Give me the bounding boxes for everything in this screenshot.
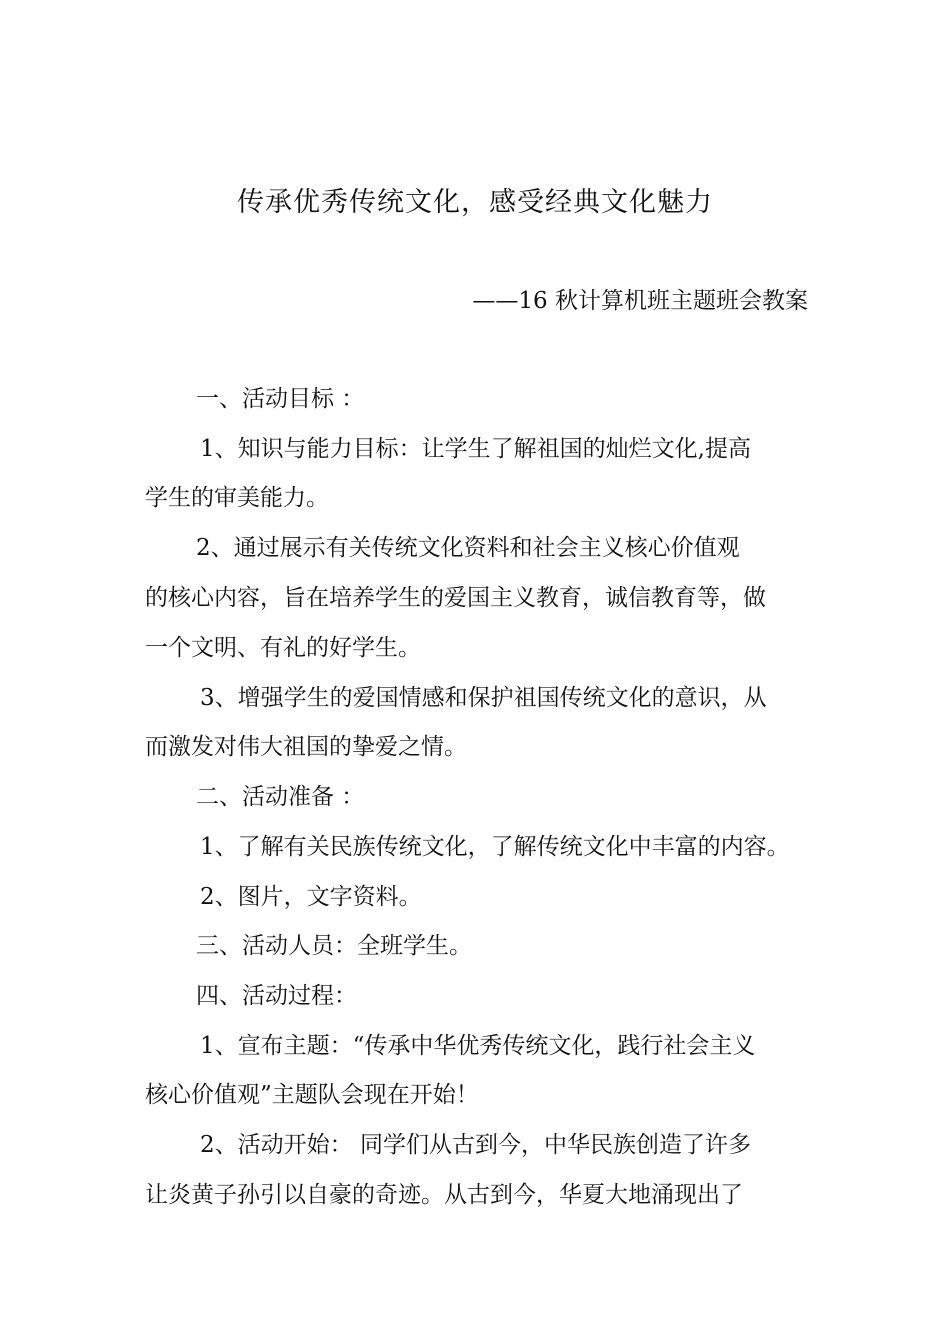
paragraph-line: 1、宣布主题：“传承中华优秀传统文化，践行社会主义 bbox=[200, 1033, 756, 1059]
paragraph-line: 而激发对伟大祖国的挚爱之情。 bbox=[145, 734, 467, 760]
paragraph-line: 的核心内容，旨在培养学生的爱国主义教育，诚信教育等，做 bbox=[145, 585, 766, 611]
paragraph-line: 1、知识与能力目标：让学生了解祖国的灿烂文化,提高 bbox=[200, 436, 751, 462]
paragraph-line: 1、了解有关民族传统文化，了解传统文化中丰富的内容。 bbox=[200, 834, 790, 860]
section-heading-participants: 三、活动人员：全班学生。 bbox=[196, 933, 472, 959]
section-heading-process: 四、活动过程： bbox=[196, 983, 357, 1009]
paragraph-line: 2、通过展示有关传统文化资料和社会主义核心价值观 bbox=[196, 535, 740, 561]
paragraph-line: 核心价值观”主题队会现在开始！ bbox=[145, 1082, 479, 1108]
document-subtitle: ——16 秋计算机班主题班会教案 bbox=[472, 288, 808, 314]
section-heading-preparation: 二、活动准备 ： bbox=[196, 784, 365, 810]
section-heading-goals: 一、活动目标 ： bbox=[196, 386, 365, 412]
paragraph-line: 2、活动开始： 同学们从古到今，中华民族创造了许多 bbox=[200, 1132, 751, 1158]
paragraph-line: 3、增强学生的爱国情感和保护祖国传统文化的意识，从 bbox=[200, 685, 767, 711]
paragraph-line: 让炎黄子孙引以自豪的奇迹。从古到今，华夏大地涌现出了 bbox=[145, 1182, 743, 1208]
paragraph-line: 2、图片，文字资料。 bbox=[200, 884, 422, 910]
document-title: 传承优秀传统文化，感受经典文化魅力 bbox=[237, 187, 713, 218]
paragraph-line: 一个文明、有礼的好学生。 bbox=[145, 635, 421, 661]
paragraph-line: 学生的审美能力。 bbox=[145, 485, 329, 511]
